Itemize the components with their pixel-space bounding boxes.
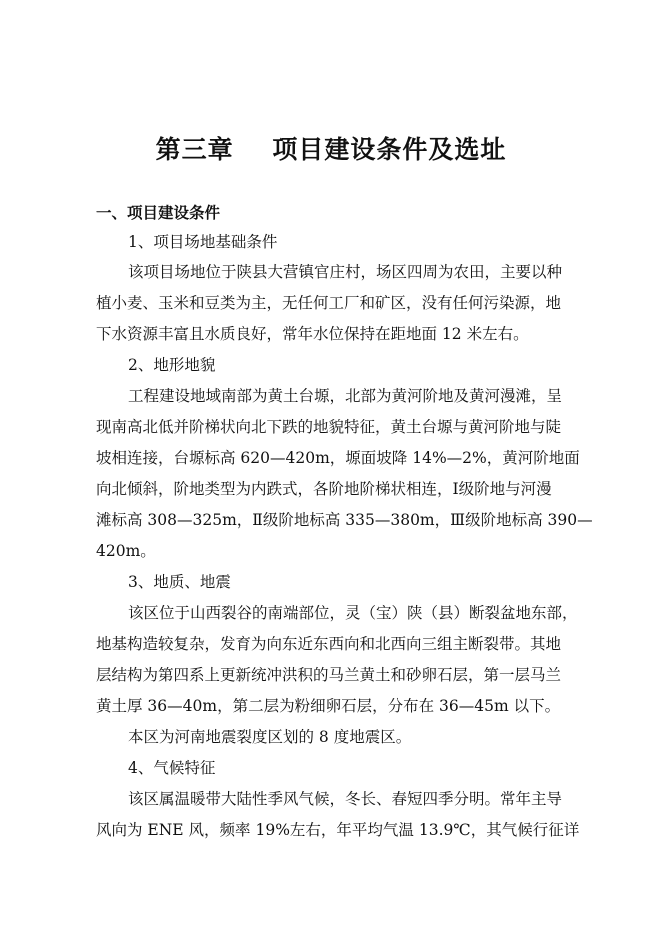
subsection-heading-climate: 4、气候特征 <box>128 759 216 777</box>
subsection-heading-geology: 3、地质、地震 <box>128 573 231 591</box>
paragraph-line: 工程建设地域南部为黄土台塬，北部为黄河阶地及黄河漫滩，呈 <box>128 387 563 405</box>
subsection-heading-terrain: 2、地形地貌 <box>128 356 216 374</box>
paragraph-line: 该项目场地位于陕县大营镇官庄村，场区四周为农田，主要以种 <box>128 263 563 281</box>
paragraph-line: 风向为 ENE 风，频率 19%左右，年平均气温 13.9℃，其气候行征详 <box>96 821 580 839</box>
paragraph-line: 滩标高 308—325m，Ⅱ级阶地标高 335—380m，Ⅲ级阶地标高 390— <box>96 511 593 529</box>
paragraph-line: 该区属温暖带大陆性季风气候，冬长、春短四季分明。常年主导 <box>128 790 563 808</box>
paragraph-line: 向北倾斜，阶地类型为内跌式，各阶地阶梯状相连，Ⅰ级阶地与河漫 <box>96 480 552 498</box>
paragraph-line: 420m。 <box>96 542 156 560</box>
paragraph-line: 下水资源丰富且水质良好，常年水位保持在距地面 12 米左右。 <box>96 325 529 343</box>
paragraph-line: 该区位于山西裂谷的南端部位，灵（宝）陕（县）断裂盆地东部， <box>128 604 578 622</box>
paragraph-line: 本区为河南地震裂度区划的 8 度地震区。 <box>128 728 412 746</box>
chapter-title: 第三章 项目建设条件及选址 <box>155 135 507 164</box>
section-heading: 一、项目建设条件 <box>96 203 221 222</box>
subsection-heading-site: 1、项目场地基础条件 <box>128 233 278 251</box>
paragraph-line: 植小麦、玉米和豆类为主，无任何工厂和矿区，没有任何污染源，地 <box>96 294 562 312</box>
paragraph-line: 层结构为第四系上更新统冲洪积的马兰黄土和砂卵石层，第一层马兰 <box>96 666 562 684</box>
paragraph-line: 地基构造较复杂，发育为向东近东西向和北西向三组主断裂带。其地 <box>96 635 562 653</box>
paragraph-line: 现南高北低并阶梯状向北下跌的地貌特征，黄土台塬与黄河阶地与陡 <box>96 418 562 436</box>
paragraph-line: 坡相连接，台塬标高 620—420m，塬面坡降 14%—2%，黄河阶地面 <box>96 449 580 467</box>
paragraph-line: 黄土厚 36—40m，第二层为粉细卵石层，分布在 36—45m 以下。 <box>96 697 561 715</box>
